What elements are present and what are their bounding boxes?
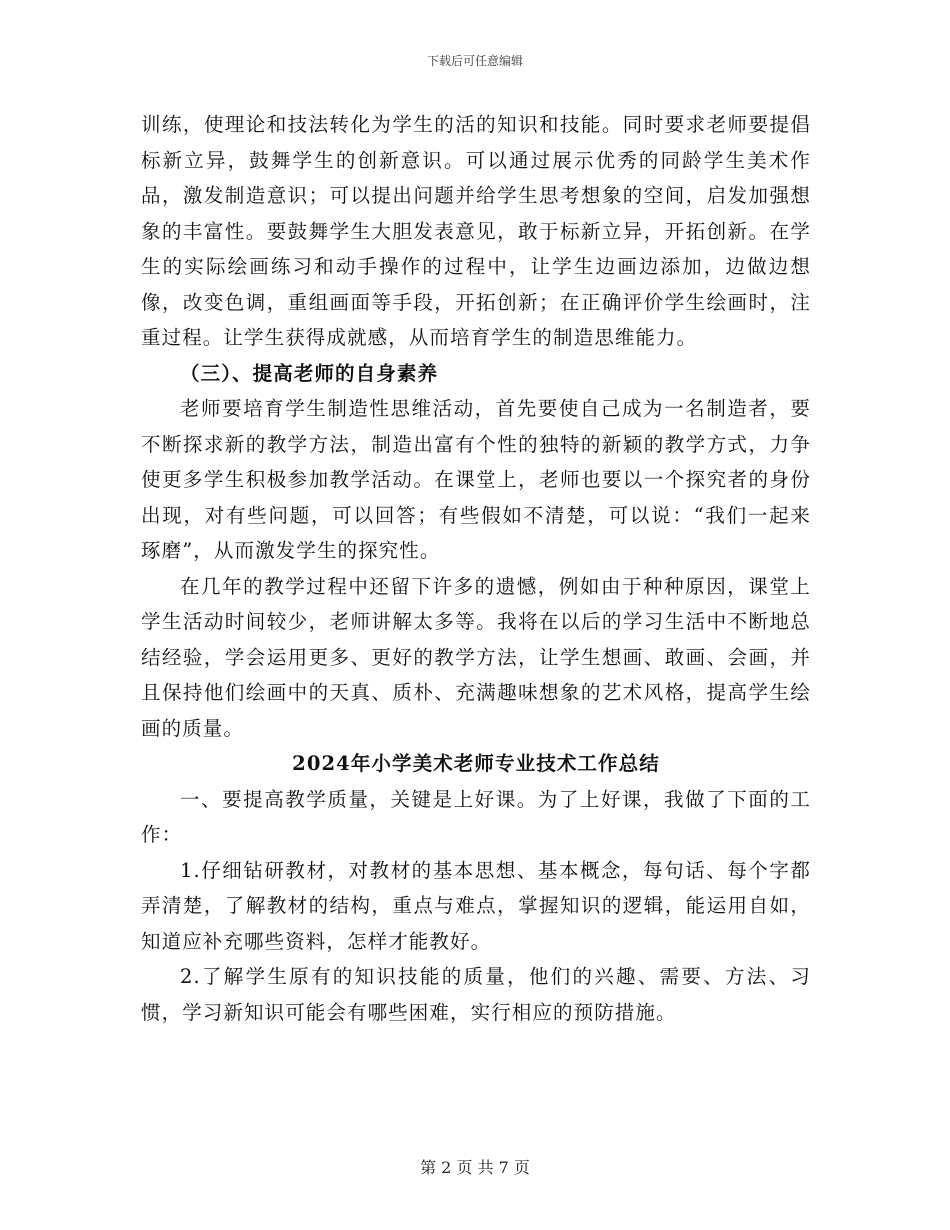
paragraph: 一、要提高教学质量，关键是上好课。为了上好课，我做了下面的工作： <box>141 787 811 846</box>
document-title: 2024年小学美术老师专业技术工作总结 <box>292 752 660 775</box>
page-footer: 第 2 页 共 7 页 <box>420 1158 530 1177</box>
paragraph-continuation: 训练，使理论和技法转化为学生的活的知识和技能。同时要求老师要提倡标新立异，鼓舞学生的创新意识。可以通过展示优秀的同龄学生美术作品，激发制造意识；可以提出问题并给学生思考想象的空间，启发加强想象的丰富性。要鼓舞学生大胆发表意见，敢于标新立异，开拓创新。在学生的实际绘画练习和动手操作的过程中，让学生边画边添加，边做边想像，改变色调，重组画面等手段，开拓创新；在正确评价学生绘画时，注重过程。让学生获得成就感，从而培育学生的制造思维能力。 <box>141 113 811 349</box>
list-item: 1.仔细钻研教材，对教材的基本思想、基本概念，每句话、每个字都弄清楚，了解教材的结构，重点与难点，掌握知识的逻辑，能运用自如，知道应补充哪些资料，怎样才能教好。 <box>141 858 811 953</box>
paragraph: 老师要培育学生制造性思维活动，首先要使自己成为一名制造者，要不断探求新的教学方法，制造出富有个性的独特的新颖的教学方式，力争使更多学生积极参加教学活动。在课堂上，老师也要以一个探究者的身份出现，对有些问题，可以回答；有些假如不清楚，可以说：“我们一起来琢磨”，从而激发学生的探究性。 <box>141 397 811 562</box>
list-item: 2.了解学生原有的知识技能的质量，他们的兴趣、需要、方法、习惯，学习新知识可能会有哪些困难，实行相应的预防措施。 <box>141 965 811 1024</box>
document-body <box>141 107 811 1030</box>
paragraph: 在几年的教学过程中还留下许多的遗憾，例如由于种种原因，课堂上学生活动时间较少，老师讲解太多等。我将在以后的学习生活中不断地总结经验，学会运用更多、更好的教学方法，让学生想画、敢画、会画，并且保持他们绘画中的天真、质朴、充满趣味想象的艺术风格，提高学生绘画的质量。 <box>141 574 811 740</box>
section-heading: （三）、提高老师的自身素养 <box>180 361 439 385</box>
page-header: 下载后可任意编辑 <box>426 54 523 68</box>
